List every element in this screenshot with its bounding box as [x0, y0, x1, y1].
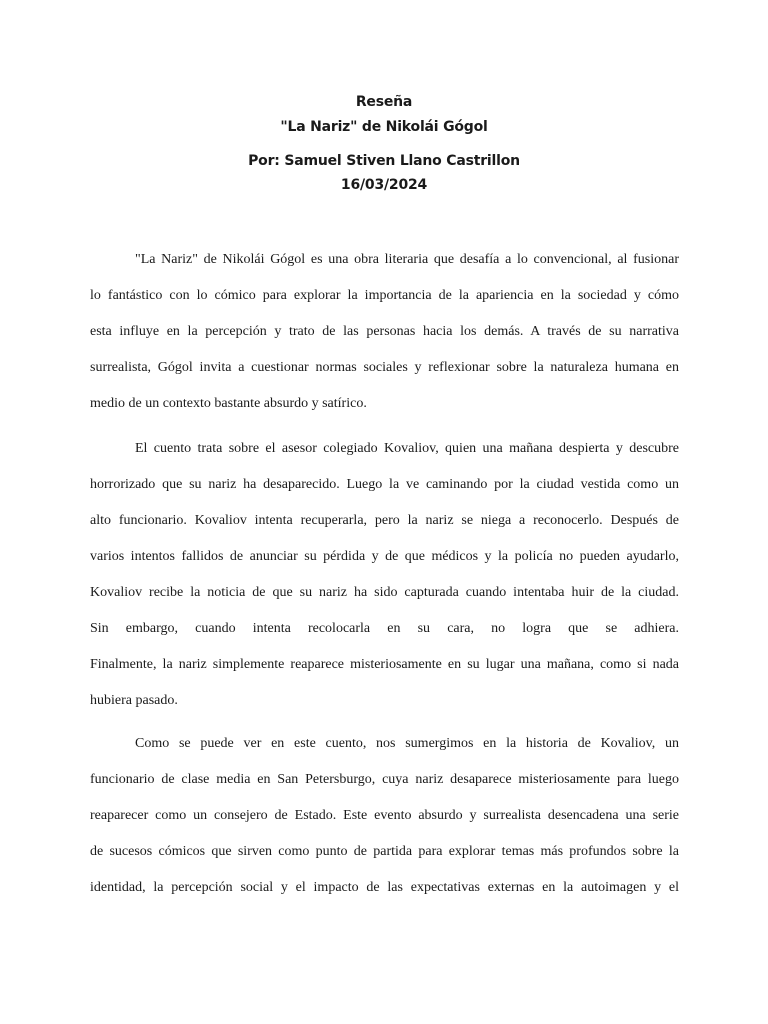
- document-type-heading: Reseña: [355, 94, 413, 110]
- paragraph-line: surrealista, Gógol invita a cuestionar normas sociales y reflexionar sobre la naturaleza humana en: [90, 360, 679, 375]
- paragraph-3: [90, 726, 679, 906]
- paragraph-line: medio de un contexto bastante absurdo y satírico.: [90, 396, 367, 411]
- paragraph-line: horrorizado que su nariz ha desaparecido. Luego la ve caminando por la ciudad vestida como un: [90, 477, 679, 492]
- paragraph-line: Kovaliov recibe la noticia de que su nariz ha sido capturada cuando intentaba huir de la ciudad.: [90, 585, 679, 600]
- paragraph-line: varios intentos fallidos de anunciar su pérdida y de que médicos y la policía no pueden ayudarlo,: [90, 549, 679, 564]
- paragraph-line: identidad, la percepción social y el impacto de las expectativas externas en la autoimagen y el: [90, 880, 679, 895]
- author-line: Por: Samuel Stiven Llano Castrillon: [248, 153, 520, 169]
- paragraph-line: de sucesos cómicos que sirven como punto de partida para explorar temas más profundos sobre la: [90, 844, 679, 859]
- document-title: "La Nariz" de Nikolái Gógol: [280, 119, 488, 135]
- paragraph-line: Sin embargo, cuando intenta recolocarla en su cara, no logra que se adhiera.: [90, 621, 679, 636]
- paragraph-2: [90, 431, 679, 719]
- date-line: 16/03/2024: [340, 177, 428, 193]
- paragraph-line: Como se puede ver en este cuento, nos sumergimos en la historia de Kovaliov, un: [135, 736, 679, 751]
- paragraph-line: "La Nariz" de Nikolái Gógol es una obra literaria que desafía a lo convencional, al fusionar: [135, 252, 679, 267]
- paragraph-line: reaparecer como un consejero de Estado. Este evento absurdo y surrealista desencadena una serie: [90, 808, 679, 823]
- paragraph-line: funcionario de clase media en San Petersburgo, cuya nariz desaparece misteriosamente para luego: [90, 772, 679, 787]
- paragraph-line: alto funcionario. Kovaliov intenta recuperarla, pero la nariz se niega a reconocerlo. Después de: [90, 513, 679, 528]
- paragraph-line: El cuento trata sobre el asesor colegiado Kovaliov, quien una mañana despierta y descubre: [135, 441, 679, 456]
- paragraph-line: lo fantástico con lo cómico para explorar la importancia de la apariencia en la sociedad y cómo: [90, 288, 679, 303]
- paragraph-1: [90, 242, 679, 422]
- paragraph-line: Finalmente, la nariz simplemente reaparece misteriosamente en su lugar una mañana, como si nada: [90, 657, 679, 672]
- paragraph-line: hubiera pasado.: [90, 693, 178, 708]
- paragraph-line: esta influye en la percepción y trato de las personas hacia los demás. A través de su narrativa: [90, 324, 679, 339]
